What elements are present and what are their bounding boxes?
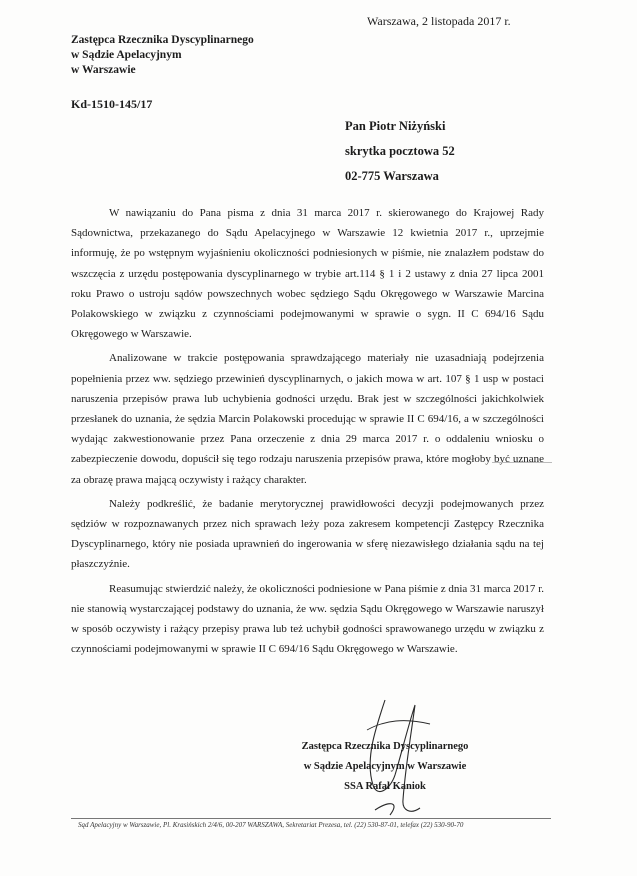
sender-line: Zastępca Rzecznika Dyscyplinarnego	[71, 34, 254, 46]
footer-address: Sąd Apelacyjny w Warszawie, Pl. Krasińskich 2/4/6, 00-207 WARSZAWA, Sekretariat Prezesa, tel. (22) 530-87-01, telefax (22) 530-90-70	[78, 821, 464, 829]
sender-block	[71, 33, 254, 78]
sender-line: w Sądzie Apelacyjnym	[71, 49, 182, 61]
letter-date: Warszawa, 2 listopada 2017 r.	[367, 14, 511, 28]
scan-artifact-line	[492, 462, 552, 463]
footer-divider	[71, 818, 551, 819]
recipient-name: Pan Piotr Niżyński	[345, 119, 446, 133]
signature-court: w Sądzie Apelacyjnym w Warszawie	[303, 761, 467, 772]
body-paragraph: Reasumując stwierdzić należy, że okoliczności podniesione w Pana piśmie z dnia 31 marca 2017 r. nie stanowią wystarczającej podstawy do uznania, że ww. sędzia Sądu Okręgowego w Warszawie naruszył w sposób oczywisty i rażący przepisy prawa lub też uchybił godności sprawowanego urzędu w związku z czynnościami podejmowanymi w sprawie II C 694/16 Sądu Okręgowego w Warszawie.	[71, 582, 544, 656]
signature-block	[270, 737, 500, 797]
recipient-pobox: skrytka pocztowa 52	[345, 144, 455, 158]
signature-name: SSA Rafał Kaniok	[344, 781, 426, 792]
recipient-city: 02-775 Warszawa	[345, 169, 439, 183]
body-paragraph: W nawiązaniu do Pana pisma z dnia 31 marca 2017 r. skierowanego do Krajowej Rady Sądownictwa, przekazanego do Sądu Apelacyjnego w Warszawie 12 kwietnia 2017 r., uprzejmie informuję, że po wstępnym wyjaśnieniu okoliczności podniesionych w piśmie, nie znalazłem podstaw do wszczęcia z urzędu postępowania dyscyplinarnego w trybie art.114 § 1 i 2 ustawy z dnia 27 lipca 2001 roku Prawo o ustroju sądów powszechnych wobec sędziego Sądu Okręgowego w Warszawie Marcina Polakowskiego w związku z czynnościami podejmowanymi w sprawie o sygn. II C 694/16 Sądu Okręgowego w Warszawie.	[71, 207, 544, 341]
reference-number: Kd-1510-145/17	[71, 97, 153, 111]
body-paragraph: Należy podkreślić, że badanie merytorycznej prawidłowości decyzji podejmowanych przez sędziów w rozpoznawanych przez nich sprawach leży poza zakresem kompetencji Zastępcy Rzecznika Dyscyplinarnego, który nie posiada uprawnień do ingerowania w sferę niezawisłego działania sądu na tej płaszczyźnie.	[71, 497, 544, 571]
body-paragraph: Analizowane w trakcie postępowania sprawdzającego materiały nie uzasadniają podejrzenia popełnienia przez ww. sędziego przewinień dyscyplinarnych, o jakich mowa w art. 107 § 1 usp w postaci naruszenia przepisów prawa lub uchybienia godności urzędu. Brak jest w szczególności jakichkolwiek przesłanek do uznania, że sędzia Marcin Polakowski procedując w sprawie II C 694/16, a w szczególności wydając zakwestionowanie przez Pana orzeczenie z dnia 29 marca 2017 r. o oddaleniu wniosku o zabezpieczenie dowodu, dopuścił się tego rodzaju naruszenia przepisów prawa, które mogłoby być uznane za obrazę prawa mającą oczywisty i rażący charakter.	[71, 352, 544, 486]
sender-line: w Warszawie	[71, 64, 136, 76]
signature-title: Zastępca Rzecznika Dyscyplinarnego	[301, 741, 469, 752]
letter-body	[71, 203, 544, 663]
recipient-block	[345, 114, 455, 189]
